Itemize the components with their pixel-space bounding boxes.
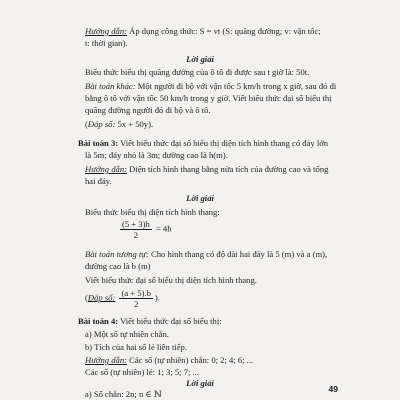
similar-line-1 bbox=[85, 249, 340, 259]
problem-3-answer-label: Đáp số: bbox=[87, 292, 116, 303]
answer-denominator: 2 bbox=[134, 299, 139, 309]
solution-line: Biểu thức biểu thị quãng đường của ô tô đi được sau t giờ là: 50t. bbox=[85, 67, 310, 77]
other-problem-line-3: quãng đường người đó đi bộ và ô tô. bbox=[85, 105, 211, 115]
answer-tail: ). bbox=[154, 292, 160, 303]
similar-text: Cho hình thang có độ dài hai đáy là 5 (m) và a (m), bbox=[148, 249, 328, 259]
page-number: 49 bbox=[328, 384, 338, 394]
area-formula bbox=[118, 219, 340, 240]
problem-3-title: Bài toán 3: bbox=[78, 138, 119, 148]
solution-heading: Lời giải bbox=[186, 54, 214, 64]
answer-numerator: (a + 5).b bbox=[121, 288, 151, 298]
area-rhs: = 4h bbox=[153, 223, 172, 234]
problem-3-line-2: là 5m; đáy nhỏ là 3m; đường cao là h(m). bbox=[85, 150, 228, 160]
hint-line-2 bbox=[85, 38, 340, 48]
area-fraction bbox=[120, 219, 152, 240]
problem-4-odd-line: Các số (tự nhiên) lẻ: 1; 3; 5; 7; ... bbox=[85, 367, 199, 377]
other-problem-line-2: bằng ô tô với vận tốc 50 km/h trong y giờ. Viết biểu thức đại số biểu thị bbox=[85, 93, 332, 103]
answer-value: 5x + 50y). bbox=[115, 119, 154, 129]
problem-3-hint-text: Diện tích hình thang bằng nửa tích của đường cao và tổng bbox=[126, 164, 329, 174]
problem-4-text: Viết biểu thức đại số biểu thị: bbox=[118, 316, 222, 326]
hint-line-1 bbox=[85, 26, 340, 36]
hint-label: Hướng dẫn: bbox=[85, 26, 127, 36]
problem-3-text: Viết biểu thức đại số biểu thị diện tích hình thang có đáy lớn bbox=[118, 138, 329, 148]
hint-text: Áp dụng công thức: S = vt (S: quãng đường; v: vận tốc; bbox=[126, 26, 321, 36]
problem-4-line bbox=[78, 316, 340, 326]
similar-line-3: Viết biểu thức đại số biểu thị diện tích hình thang. bbox=[85, 275, 257, 285]
problem-4-hint-text: Các số (tự nhiên) chẵn: 0; 2; 4; 6; ... bbox=[126, 355, 254, 365]
similar-line-2: đường cao là b (m) bbox=[85, 261, 151, 271]
problem-3-solution-heading: Lời giải bbox=[186, 193, 214, 203]
answer-label: Đáp số: bbox=[87, 119, 116, 129]
problem-4-hint-label: Hướng dẫn: bbox=[85, 355, 127, 365]
other-problem-label: Bài toán khác: bbox=[85, 81, 136, 91]
problem-4-item-a: a) Một số tự nhiên chẵn. bbox=[85, 329, 169, 339]
problem-3-hint-line-2: hai đáy. bbox=[85, 176, 112, 186]
other-problem-line-1 bbox=[85, 81, 340, 91]
problem-4-solution-heading: Lời giải bbox=[186, 378, 214, 388]
problem-4-title: Bài toán 4: bbox=[78, 316, 119, 326]
other-problem-answer: (Đáp số: 5x + 50y). bbox=[85, 119, 154, 129]
problem-3-hint-line-1 bbox=[85, 164, 340, 174]
similar-label: Bài toán tương tự: bbox=[85, 249, 149, 259]
hint-text-cont: t: thời gian). bbox=[85, 38, 128, 48]
problem-3-hint-label: Hướng dẫn: bbox=[85, 164, 127, 174]
problem-3-line-1 bbox=[78, 138, 340, 148]
problem-4-sol-a: a) Số chẵn: 2n; n ∈ ℕ bbox=[85, 389, 162, 399]
problem-4-hint bbox=[85, 355, 340, 365]
area-denominator: 2 bbox=[133, 230, 139, 240]
problem-4-item-b: b) Tích của hai số lẻ liên tiếp. bbox=[85, 342, 187, 352]
answer-fraction bbox=[119, 288, 152, 309]
area-numerator: (5 + 3)h bbox=[122, 219, 150, 229]
other-problem-text: Một người đi bộ với vận tốc 5 km/h trong x giờ, sau đó đi bbox=[135, 81, 337, 91]
problem-3-solution-line: Biểu thức biểu thị diện tích hình thang: bbox=[85, 207, 220, 217]
problem-3-answer: (Đáp số: $\frac{(a + 5).b}{2}$ ). bbox=[85, 288, 160, 309]
